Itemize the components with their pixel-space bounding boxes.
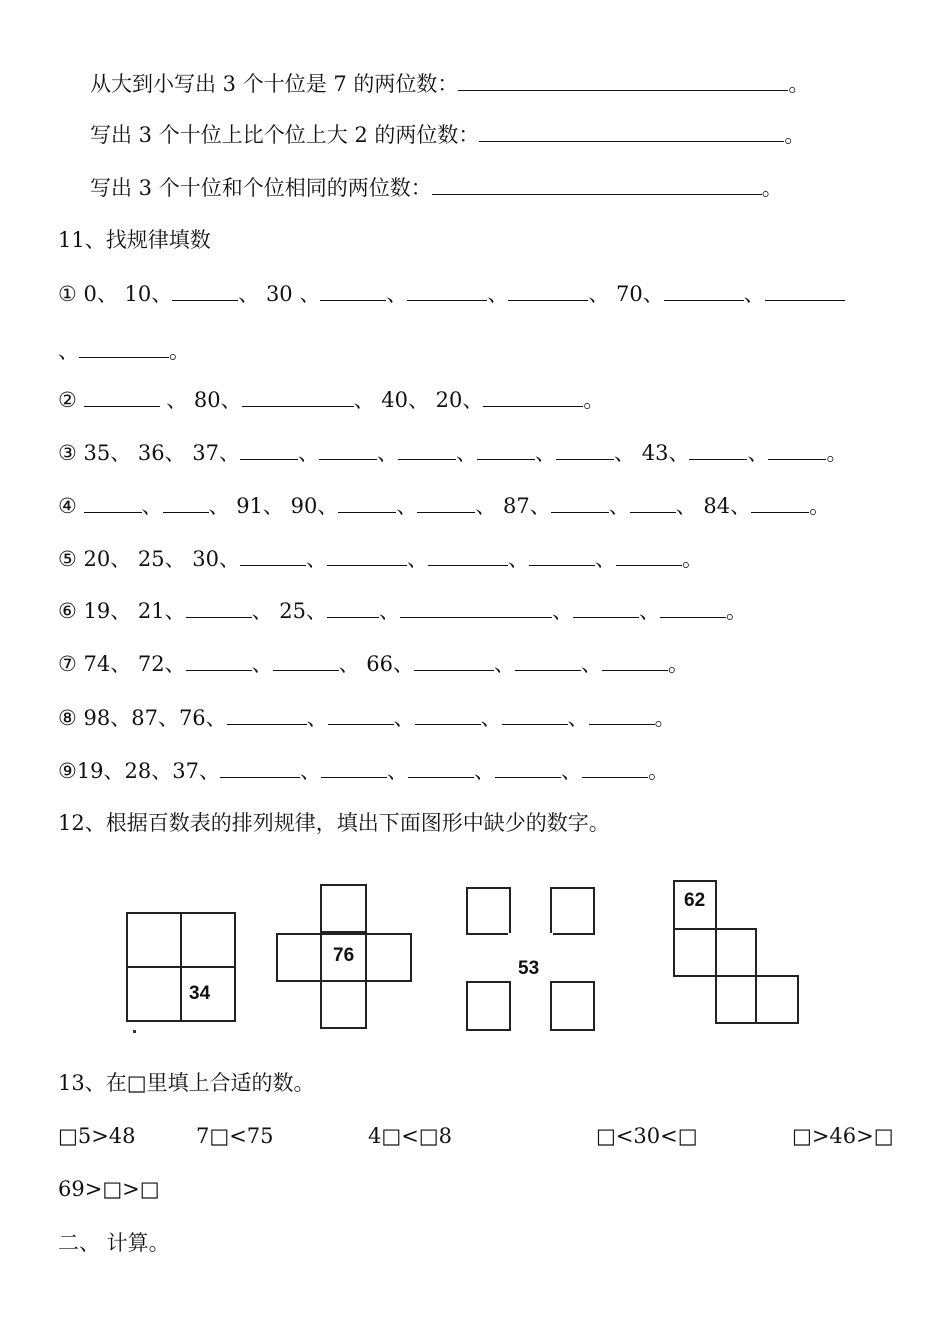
sequence-text: 。	[169, 339, 190, 363]
section-12-title: 12、根据百数表的排列规律，填出下面图形中缺少的数字。	[58, 811, 610, 835]
decorative-dot	[133, 1030, 136, 1033]
sequence-text: 。	[809, 494, 831, 518]
sequence-text: 、	[480, 706, 502, 730]
answer-blank[interactable]	[616, 543, 682, 566]
inequality-6[interactable]: 69>□>□	[58, 1177, 160, 1201]
sequence-text: 、 80、	[166, 388, 242, 412]
sequence-text: 、	[456, 441, 478, 465]
answer-blank[interactable]	[529, 543, 595, 566]
answer-blank[interactable]	[186, 595, 252, 618]
answer-blank[interactable]	[163, 490, 209, 513]
answer-blank[interactable]	[398, 437, 456, 460]
answer-blank[interactable]	[479, 119, 784, 142]
sequence-text: 、 25、	[251, 599, 328, 623]
inequality-4[interactable]: □<30<□	[596, 1124, 698, 1148]
answer-blank[interactable]	[400, 595, 552, 618]
sequence-text: ③ 35、 36、 37、	[58, 441, 241, 465]
grid-number: 53	[518, 958, 540, 979]
sequence-text: 。	[682, 547, 704, 571]
period: 。	[788, 72, 810, 96]
answer-blank[interactable]	[428, 543, 508, 566]
answer-blank[interactable]	[483, 384, 583, 407]
pattern-row-3	[58, 437, 847, 467]
sequence-text: 、	[743, 282, 765, 306]
section-13-title: 13、在□里填上合适的数。	[58, 1071, 315, 1095]
sequence-text: 。	[654, 706, 676, 730]
answer-blank[interactable]	[321, 755, 387, 778]
inequality-3[interactable]: 4□<□8	[368, 1124, 452, 1148]
sequence-text: 、	[552, 599, 574, 623]
answer-blank[interactable]	[582, 755, 648, 778]
answer-blank[interactable]	[84, 384, 160, 407]
grid-cell[interactable]	[276, 933, 323, 982]
answer-blank[interactable]	[338, 490, 396, 513]
answer-blank[interactable]	[630, 490, 676, 513]
pattern-row-2	[58, 384, 604, 414]
answer-blank[interactable]	[240, 437, 298, 460]
sequence-text: 、 40、 20、	[353, 388, 484, 412]
sequence-text: 、	[747, 441, 769, 465]
sequence-text: 、	[379, 599, 401, 623]
answer-blank[interactable]	[408, 755, 474, 778]
answer-blank[interactable]	[573, 595, 639, 618]
sequence-text: ⑦ 74、 72、	[58, 652, 186, 676]
grid-number: 76	[333, 945, 355, 966]
grid-cell[interactable]	[180, 912, 236, 968]
sequence-text: 、	[141, 494, 163, 518]
answer-blank[interactable]	[415, 702, 481, 725]
part-2-title: 二、 计算。	[58, 1231, 170, 1255]
sequence-text: 、 30 、	[238, 282, 321, 306]
inequality-5[interactable]: □>46>□	[792, 1124, 894, 1148]
answer-blank[interactable]	[327, 543, 407, 566]
answer-blank[interactable]	[502, 702, 568, 725]
pattern-row-8	[58, 702, 676, 732]
answer-blank[interactable]	[220, 755, 300, 778]
sequence-text: 、	[300, 759, 321, 783]
grid-cell[interactable]	[673, 928, 717, 977]
sequence-text: 、	[393, 706, 415, 730]
inequality-1[interactable]: □5>48	[58, 1124, 136, 1148]
period: 。	[761, 176, 783, 200]
answer-blank[interactable]	[660, 595, 726, 618]
grid-number: 62	[684, 890, 706, 911]
sequence-text: 、	[639, 599, 661, 623]
sequence-text: 、 87、	[475, 494, 551, 518]
answer-blank[interactable]	[327, 595, 379, 618]
answer-blank[interactable]	[407, 278, 487, 301]
sequence-text: ②	[58, 388, 77, 412]
sequence-text: 、	[535, 441, 557, 465]
sequence-text: 、	[306, 547, 328, 571]
answer-blank[interactable]	[589, 702, 655, 725]
sequence-text: ⑥ 19、 21、	[58, 599, 186, 623]
sequence-text: 。	[726, 599, 748, 623]
answer-blank[interactable]	[556, 437, 614, 460]
sequence-text: ⑤ 20、 25、 30、	[58, 547, 241, 571]
sequence-text: 、 91、 90、	[208, 494, 339, 518]
sequence-text: 、	[298, 441, 320, 465]
sequence-text: 、 66、	[338, 652, 415, 676]
grid-cell[interactable]	[466, 887, 511, 935]
sequence-text: 、	[377, 441, 399, 465]
sequence-text: 、	[567, 706, 589, 730]
sequence-text: 、	[396, 494, 418, 518]
answer-blank[interactable]	[186, 648, 252, 671]
sequence-text: 、	[494, 652, 516, 676]
sequence-text: 、	[595, 547, 617, 571]
answer-blank[interactable]	[602, 648, 668, 671]
answer-blank[interactable]	[79, 335, 169, 358]
answer-blank[interactable]	[320, 278, 386, 301]
answer-blank[interactable]	[495, 755, 561, 778]
period: 。	[784, 123, 806, 147]
grid-cell[interactable]	[550, 887, 595, 935]
sequence-text: 、	[386, 282, 408, 306]
sequence-text: 、	[387, 759, 408, 783]
sequence-text: ① 0、 10、	[58, 282, 173, 306]
inequality-2[interactable]: 7□<75	[196, 1124, 274, 1148]
sequence-text: 、 70、	[588, 282, 664, 306]
grid-cell[interactable]	[126, 966, 182, 1022]
question-text: 从大到小写出 3 个十位是 7 的两位数：	[90, 72, 459, 96]
question-text: 写出 3 个十位上比个位上大 2 的两位数：	[90, 123, 480, 147]
sequence-text: 、	[508, 547, 530, 571]
sequence-text: 、	[561, 759, 582, 783]
answer-blank[interactable]	[414, 648, 494, 671]
pattern-row-4	[58, 490, 830, 520]
sequence-text: 、 84、	[675, 494, 752, 518]
grid-cell[interactable]	[320, 884, 367, 933]
question-line-tens-greater-two	[90, 119, 805, 149]
answer-blank[interactable]	[432, 172, 762, 195]
sequence-text: 、	[608, 494, 630, 518]
pattern-row-1	[58, 278, 845, 308]
grid-cell[interactable]	[755, 975, 799, 1024]
sequence-text: 、	[474, 759, 495, 783]
sequence-text: 、 43、	[614, 441, 690, 465]
grid-cell[interactable]	[320, 980, 367, 1029]
answer-blank[interactable]	[508, 278, 588, 301]
grid-cell[interactable]	[550, 981, 595, 1031]
question-text: 写出 3 个十位和个位相同的两位数：	[90, 176, 432, 200]
sequence-text: 、	[58, 339, 79, 363]
answer-blank[interactable]	[751, 490, 809, 513]
section-11-title: 11、找规律填数	[58, 228, 211, 252]
sequence-text: 、	[407, 547, 429, 571]
pattern-row-9	[58, 755, 669, 785]
answer-blank[interactable]	[515, 648, 581, 671]
answer-blank[interactable]	[319, 437, 377, 460]
answer-blank[interactable]	[328, 702, 394, 725]
sequence-text: 、	[581, 652, 603, 676]
sequence-text: 。	[583, 388, 605, 412]
question-line-same-digits	[90, 172, 783, 202]
pattern-row-7	[58, 648, 689, 678]
pattern-row-1-cont	[58, 335, 190, 365]
answer-blank[interactable]	[689, 437, 747, 460]
answer-blank[interactable]	[172, 278, 238, 301]
grid-cell[interactable]	[715, 975, 757, 1024]
answer-blank[interactable]	[227, 702, 307, 725]
answer-blank[interactable]	[273, 648, 339, 671]
sequence-text: 、	[306, 706, 328, 730]
pattern-row-6	[58, 595, 747, 625]
answer-blank[interactable]	[242, 384, 354, 407]
answer-blank[interactable]	[765, 278, 845, 301]
answer-blank[interactable]	[477, 437, 535, 460]
grid-cell[interactable]	[126, 912, 182, 968]
grid-cell[interactable]	[715, 928, 757, 977]
answer-blank[interactable]	[664, 278, 744, 301]
answer-blank[interactable]	[458, 68, 788, 91]
sequence-text: ⑨19、28、37、	[58, 759, 220, 783]
answer-blank[interactable]	[551, 490, 609, 513]
answer-blank[interactable]	[417, 490, 475, 513]
grid-cell[interactable]	[466, 981, 511, 1031]
sequence-text: 、	[251, 652, 273, 676]
sequence-text: 。	[826, 441, 848, 465]
sequence-text: ④	[58, 494, 77, 518]
answer-blank[interactable]	[84, 490, 142, 513]
grid-number: 34	[189, 983, 211, 1004]
sequence-text: ⑧ 98、87、76、	[58, 706, 227, 730]
grid-cell[interactable]	[365, 933, 412, 982]
answer-blank[interactable]	[240, 543, 306, 566]
sequence-text: 、	[487, 282, 509, 306]
pattern-row-5	[58, 543, 703, 573]
sequence-text: 。	[648, 759, 669, 783]
sequence-text: 。	[668, 652, 690, 676]
answer-blank[interactable]	[768, 437, 826, 460]
question-line-tens-seven	[90, 68, 809, 98]
